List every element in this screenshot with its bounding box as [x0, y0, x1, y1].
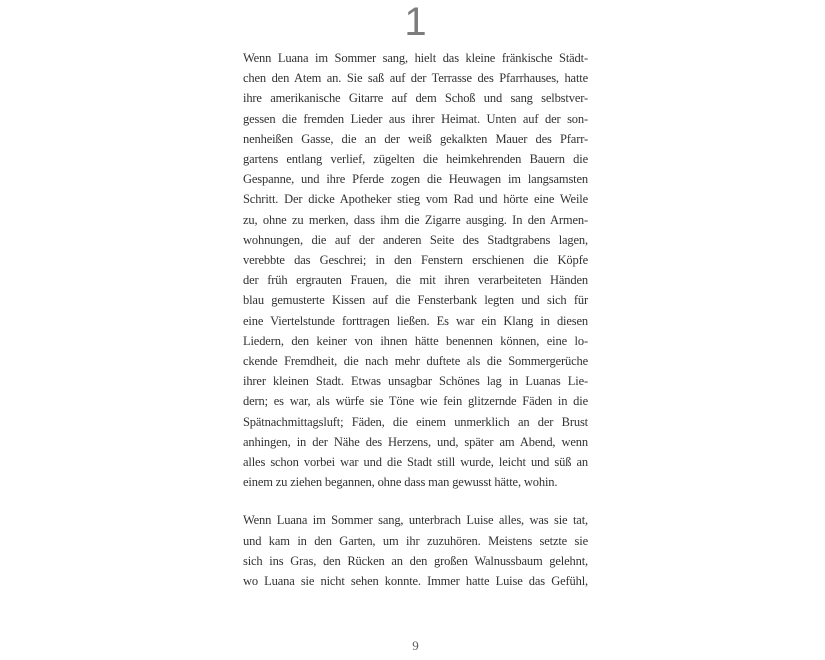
text-line: Gespanne, und ihre Pferde zogen die Heuwagen im langsamsten	[243, 172, 588, 187]
text-line: ihre amerikanische Gitarre auf dem Schoß und sang selbstver-	[243, 91, 588, 106]
text-line: zu, ohne zu merken, dass ihm die Zigarre ausging. In den Armen-	[243, 212, 588, 227]
text-line: der früh ergrauten Frauen, die mit ihren verarbeiteten Händen	[243, 273, 588, 288]
text-line: Wenn Luana im Sommer sang, unterbrach Luise alles, was sie tat,	[243, 513, 588, 528]
text-line: eine Viertelstunde forttragen ließen. Es war ein Klang in diesen	[243, 313, 588, 328]
text-line: blau gemusterte Kissen auf die Fensterbank legten und sich für	[243, 293, 588, 308]
text-line: ihrer kleinen Stadt. Etwas unsagbar Schönes lag in Luanas Lie-	[243, 374, 588, 389]
text-line: und kam in den Garten, um ihr zuzuhören. Meistens setzte sie	[243, 533, 588, 548]
text-line: chen den Atem an. Sie saß auf der Terrasse des Pfarrhauses, hatte	[243, 71, 588, 86]
text-line: wo Luana sie nicht sehen konnte. Immer hatte Luise das Gefühl,	[243, 574, 588, 589]
text-line: Schritt. Der dicke Apotheker stieg vom Rad und hörte eine Weile	[243, 192, 588, 207]
text-line: wohnungen, die auf der anderen Seite des Stadtgrabens lagen,	[243, 232, 588, 247]
text-line: alles schon vorbei war und die Stadt still wurde, leicht und süß an	[243, 455, 588, 470]
text-block	[243, 48, 588, 591]
text-line: sich ins Gras, den Rücken an den großen Walnussbaum gelehnt,	[243, 553, 588, 568]
text-line: anhingen, in der Nähe des Herzens, und, später am Abend, wenn	[243, 434, 588, 449]
text-line: gartens entlang verlief, zügelten die heimkehrenden Bauern die	[243, 152, 588, 167]
text-line: dern; es war, als würfe sie Töne wie fein glitzernde Fäden in die	[243, 394, 588, 409]
text-line: Liedern, den keiner von ihnen hätte benennen können, eine lo-	[243, 333, 588, 348]
text-line: Wenn Luana im Sommer sang, hielt das kleine fränkische Städt-	[243, 51, 588, 65]
text-line: gessen die fremden Lieder aus ihrer Heimat. Unten auf der son-	[243, 111, 588, 126]
text-line: nenheißen Gasse, die an der weiß gekalkten Mauer des Pfarr-	[243, 131, 588, 146]
text-line: verebbte das Geschrei; in den Fenstern erschienen die Köpfe	[243, 253, 588, 268]
paragraph	[243, 510, 588, 591]
page-number: 9	[412, 638, 419, 653]
paragraph	[243, 48, 588, 492]
chapter-number: 1	[404, 0, 427, 44]
text-line: ckende Fremdheit, die nach mehr duftete als die Sommergerüche	[243, 354, 588, 369]
text-line: einem zu ziehen begannen, ohne dass man gewusst hätte, wohin.	[243, 475, 558, 490]
text-line: Spätnachmittagsluft; Fäden, die einem unmerklich an der Brust	[243, 414, 588, 429]
